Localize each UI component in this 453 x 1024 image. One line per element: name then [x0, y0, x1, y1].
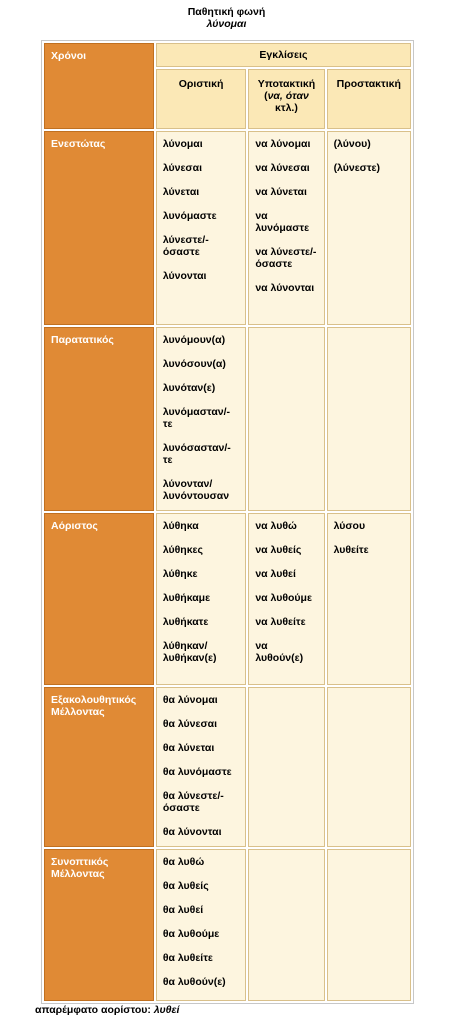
verb-form: λυνόμαστε — [162, 210, 217, 222]
footer-value: λυθεί — [153, 1004, 180, 1016]
footer-label: απαρέμφατο αορίστου: — [35, 1004, 151, 1016]
subjunctive-cell — [248, 687, 324, 847]
table-row — [44, 131, 411, 325]
moods-header: Εγκλίσεις — [156, 43, 411, 67]
verb-form: (λύνεστε) — [333, 162, 381, 174]
verb-form: να λυνόμαστε — [255, 210, 310, 234]
verb-form: θα λυθούν(ε) — [162, 976, 226, 988]
verb-form: να λύνεται — [255, 186, 307, 198]
verb-form: θα λυθείτε — [162, 952, 213, 964]
indicative-cell — [156, 327, 247, 511]
verb-form: θα λύνομαι — [162, 694, 218, 706]
verb-form: να λυθούν(ε) — [255, 640, 304, 664]
tense-label: Ενεστώτας — [44, 131, 154, 325]
aorist-infinitive-note — [35, 1004, 179, 1016]
verb-form: θα λύνεσαι — [162, 718, 218, 730]
column-header-indicative: Οριστική — [156, 69, 247, 129]
subjunctive-cell — [248, 327, 324, 511]
verb-form: θα λυθεί — [162, 904, 204, 916]
verb-form: λυθήκαμε — [162, 592, 211, 604]
table-row — [44, 327, 411, 511]
verb-form: λύνεσαι — [162, 162, 202, 174]
tenses-header: Χρόνοι — [44, 43, 154, 129]
verb-subtitle: λύνομαι — [206, 18, 247, 30]
imperative-cell — [327, 131, 411, 325]
imperative-cell — [327, 849, 411, 1001]
tense-label: Αόριστος — [44, 513, 154, 685]
verb-form: να λύνεσαι — [255, 162, 310, 174]
verb-form: θα λύνεται — [162, 742, 215, 754]
verb-form: λύθηκα — [162, 520, 199, 532]
subjunctive-cell — [248, 131, 324, 325]
tense-label: Παρατατικός — [44, 327, 154, 511]
verb-form: να λύνονται — [255, 282, 315, 294]
verb-form: λύθηκαν/λυθήκαν(ε) — [162, 640, 217, 664]
verb-form: λυθείτε — [333, 544, 369, 556]
indicative-cell — [156, 513, 247, 685]
verb-form: να λύνομαι — [255, 138, 311, 150]
verb-form: λύσου — [333, 520, 366, 532]
verb-form: να λυθείς — [255, 544, 302, 556]
verb-form: λύνονται — [162, 270, 207, 282]
verb-form: (λύνου) — [333, 138, 371, 150]
conjugation-table — [41, 40, 414, 1004]
table-row — [44, 849, 411, 1001]
voice-title: Παθητική φωνή — [187, 6, 266, 18]
verb-form: να λυθώ — [255, 520, 297, 532]
indicative-cell — [156, 687, 247, 847]
verb-form: λυνόμασταν/-τε — [162, 406, 231, 430]
verb-form: λυνόσουν(α) — [162, 358, 226, 370]
verb-form: λυθήκατε — [162, 616, 209, 628]
tense-label: Συνοπτικός Μέλλοντας — [44, 849, 154, 1001]
verb-form: θα λυθείς — [162, 880, 209, 892]
column-header-imperative: Προστακτική — [327, 69, 411, 129]
verb-form: να λυθούμε — [255, 592, 312, 604]
table-row — [44, 513, 411, 685]
indicative-cell — [156, 849, 247, 1001]
verb-form: θα λυνόμαστε — [162, 766, 232, 778]
verb-form: θα λυθώ — [162, 856, 205, 868]
tense-label: Εξακολουθητικός Μέλλοντας — [44, 687, 154, 847]
column-header-subjunctive: Υποτακτική (να, όταν κτλ.) — [248, 69, 324, 129]
verb-form: θα λυθούμε — [162, 928, 220, 940]
subjunctive-cell — [248, 513, 324, 685]
verb-form: λυνόταν(ε) — [162, 382, 216, 394]
verb-form: να λυθεί — [255, 568, 296, 580]
verb-form: λυνόσασταν/-τε — [162, 442, 231, 466]
imperative-cell — [327, 687, 411, 847]
verb-form: λύθηκες — [162, 544, 203, 556]
verb-form: να λύνεστε/-όσαστε — [255, 246, 317, 270]
verb-form: λύνομαι — [162, 138, 203, 150]
imperative-cell — [327, 513, 411, 685]
indicative-cell — [156, 131, 247, 325]
verb-form: να λυθείτε — [255, 616, 306, 628]
verb-form: θα λύνονται — [162, 826, 222, 838]
verb-form: θα λύνεστε/-όσαστε — [162, 790, 224, 814]
verb-form: λύθηκε — [162, 568, 198, 580]
subjunctive-cell — [248, 849, 324, 1001]
page-title — [0, 6, 453, 30]
verb-form: λύνονταν/λυνόντουσαν — [162, 478, 230, 502]
verb-form: λύνεται — [162, 186, 200, 198]
verb-form: λυνόμουν(α) — [162, 334, 226, 346]
verb-form: λύνεστε/-όσαστε — [162, 234, 209, 258]
table-row — [44, 687, 411, 847]
imperative-cell — [327, 327, 411, 511]
